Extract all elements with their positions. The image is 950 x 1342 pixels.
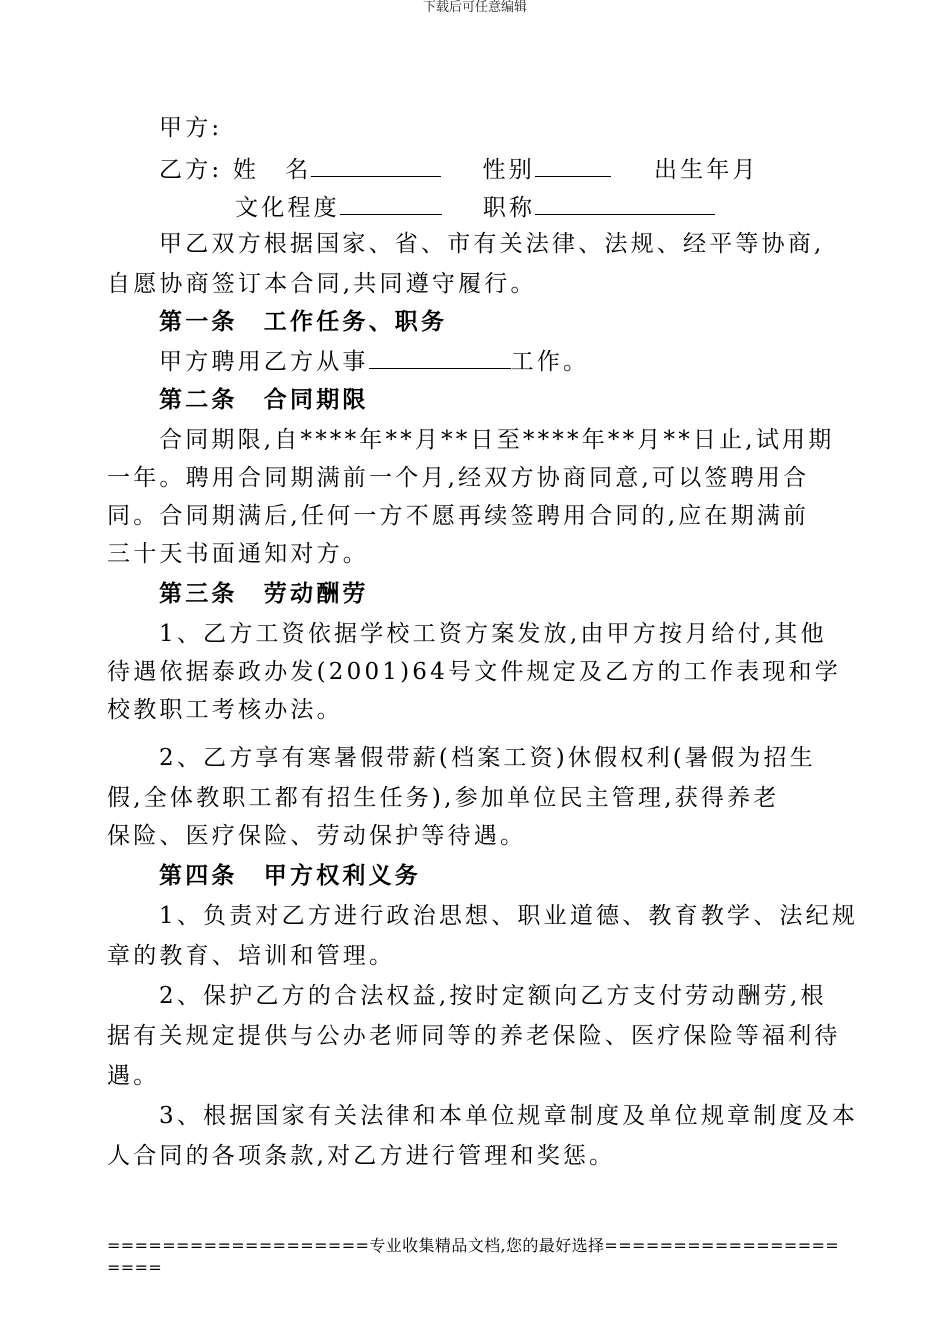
article-2-line: 三十天书面通知对方。 <box>107 541 369 567</box>
article-4-item-1-line: 章的教育、培训和管理。 <box>107 943 396 969</box>
article-3-item-1-line: 1、乙方工资依据学校工资方案发放,由甲方按月给付,其他 <box>159 621 827 647</box>
party-b-row-2 <box>235 190 715 222</box>
birth-label: 出生年月 <box>653 157 759 183</box>
party-b-label: 乙方: <box>159 157 223 183</box>
article-4-item-3-line: 人合同的各项条款,对乙方进行管理和奖惩。 <box>107 1143 616 1169</box>
article-3-item-2-line: 假,全体教职工都有招生任务),参加单位民主管理,获得养老 <box>107 785 780 811</box>
article-4-item-2-line: 2、保护乙方的合法权益,按时定额向乙方支付劳动酬劳,根 <box>159 983 827 1009</box>
article-3-item-1-line: 校教职工考核办法。 <box>107 697 343 723</box>
article-2-line: 一年。聘用合同期满前一个月,经双方协商同意,可以签聘用合 <box>107 465 810 491</box>
article-1-text-after: 工作。 <box>510 349 590 375</box>
intro-line-2: 自愿协商签订本合同,共同遵守履行。 <box>107 271 537 297</box>
job-blank <box>369 344 511 369</box>
article-1-text-before: 甲方聘用乙方从事 <box>159 349 369 375</box>
name-blank <box>311 152 441 177</box>
page-footer: ===================专业收集精品文档,您的最好选择===================== <box>107 1236 840 1277</box>
gender-label: 性别 <box>482 157 535 183</box>
intro-line-1: 甲乙双方根据国家、省、市有关法律、法规、经平等协商, <box>159 231 825 257</box>
page-header: 下载后可任意编辑 <box>422 0 527 15</box>
article-3-heading: 第三条 劳动酬劳 <box>159 580 369 607</box>
article-4-item-2-line: 据有关规定提供与公办老师同等的养老保险、医疗保险等福利待 <box>107 1023 841 1049</box>
article-3-item-2-line: 2、乙方享有寒暑假带薪(档案工资)休假权利(暑假为招生 <box>159 745 816 771</box>
article-4-heading: 第四条 甲方权利义务 <box>159 862 421 889</box>
article-4-item-1-line: 1、负责对乙方进行政治思想、职业道德、教育教学、法纪规 <box>159 903 859 929</box>
gender-blank <box>535 152 611 177</box>
article-2-line: 合同期限,自****年**月**日至****年**月**日止,试用期 <box>159 427 835 453</box>
article-4-item-3-line: 3、根据国家有关法律和本单位规章制度及单位规章制度及本 <box>159 1103 859 1129</box>
title-blank <box>535 190 715 215</box>
article-2-line: 同。合同期满后,任何一方不愿再续签聘用合同的,应在期满前 <box>107 503 810 529</box>
article-1-text <box>159 344 589 376</box>
article-3-item-2-line: 保险、医疗保险、劳动保护等待遇。 <box>107 823 527 849</box>
education-blank <box>340 190 442 215</box>
article-3-item-1-line: 待遇依据泰政办发(2001)64号文件规定及乙方的工作表现和学 <box>107 659 841 685</box>
name-label: 姓 名 <box>232 157 312 183</box>
party-b-row <box>159 152 759 184</box>
article-2-heading: 第二条 合同期限 <box>159 386 369 413</box>
article-4-item-2-line: 遇。 <box>107 1063 160 1089</box>
title-label: 职称 <box>482 195 536 221</box>
education-label: 文化程度 <box>235 195 340 221</box>
party-a-label: 甲方: <box>159 115 223 141</box>
article-1-heading: 第一条 工作任务、职务 <box>159 308 448 335</box>
